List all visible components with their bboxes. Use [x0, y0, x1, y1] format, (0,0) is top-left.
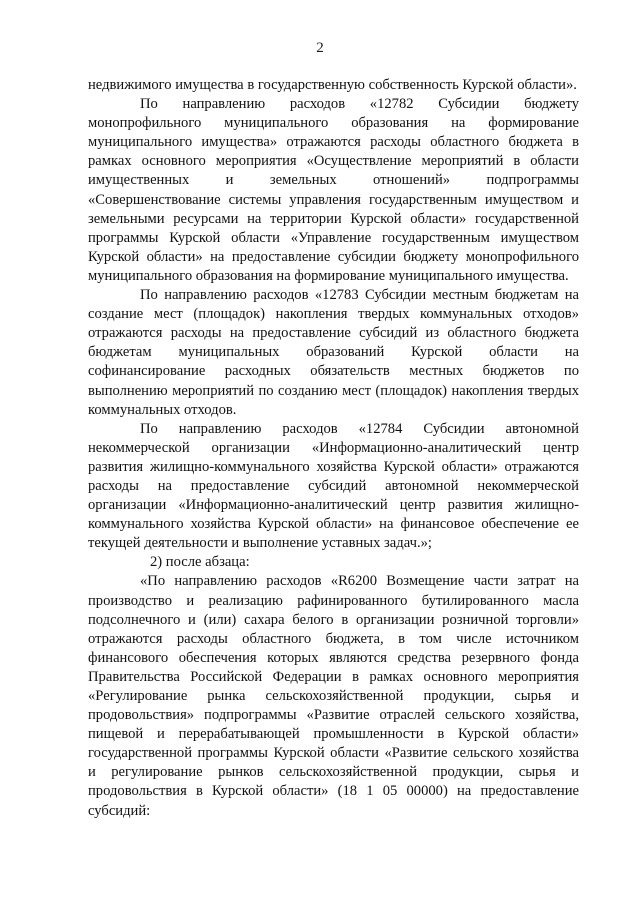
- paragraph-continuation: недвижимого имущества в государственную собственность Курской области».: [88, 77, 577, 93]
- paragraph-12783: По направлению расходов «12783 Субсидии местным бюджетам на создание мест (площадок) накопления твердых коммунальных отходов» отражаются расходы на предоставление субсидий из областного бюджета бюджетам муниципальных образований Курской области на софинансирование расходных обязательств местных бюджетов по выполнению мероприятий по созданию мест (площадок) накопления твердых коммунальных отходов.: [88, 287, 579, 418]
- paragraph-r6200: «По направлению расходов «R6200 Возмещение части затрат на производство и реализацию рафинированного бутилированного масла подсолнечного и (или) сахара белого в организации розничной торговли» отражаются расходы областного бюджета, в том числе источником финансового обеспечения которых являются средства резервного фонда Правительства Российской Федерации в рамках основного мероприятия «Регулирование рынка сельскохозяйственной продукции, сырья и продовольствия» подпрограммы «Развитие отраслей сельского хозяйства, пищевой и перерабатывающей промышленности в Курской области» государственной программы Курской области «Развитие сельского хозяйства и регулирование рынков сельскохозяйственной продукции, сырья и продовольствия в Курской области» (18 1 05 00000) на предоставление субсидий:: [88, 573, 579, 819]
- paragraph-12782: По направлению расходов «12782 Субсидии бюджету монопрофильного муниципального образования на формирование муниципального имущества» отражаются расходы областного бюджета в рамках основного мероприятия «Осуществление мероприятий в области имущественных и земельных отношений» подпрограммы «Совершенствование системы управления государственным имуществом и земельными ресурсами на территории Курской области» государственной программы Курской области «Управление государственным имуществом Курской области» на предоставление субсидии бюджету монопрофильного муниципального образования на формирование муниципального имущества.: [88, 96, 579, 284]
- page-number: 2: [316, 40, 324, 56]
- paragraph-item-2: 2) после абзаца:: [150, 554, 250, 571]
- document-body: [88, 76, 579, 821]
- paragraph-12784: По направлению расходов «12784 Субсидии автономной некоммерческой организации «Информационно-аналитический центр развития жилищно-коммунального хозяйства Курской области» отражаются расходы на предоставление субсидий автономной некоммерческой организации «Информационно-аналитический центр развития жилищно-коммунального хозяйства Курской области» на финансовое обеспечение ее текущей деятельности и выполнение уставных задач.»;: [88, 420, 579, 552]
